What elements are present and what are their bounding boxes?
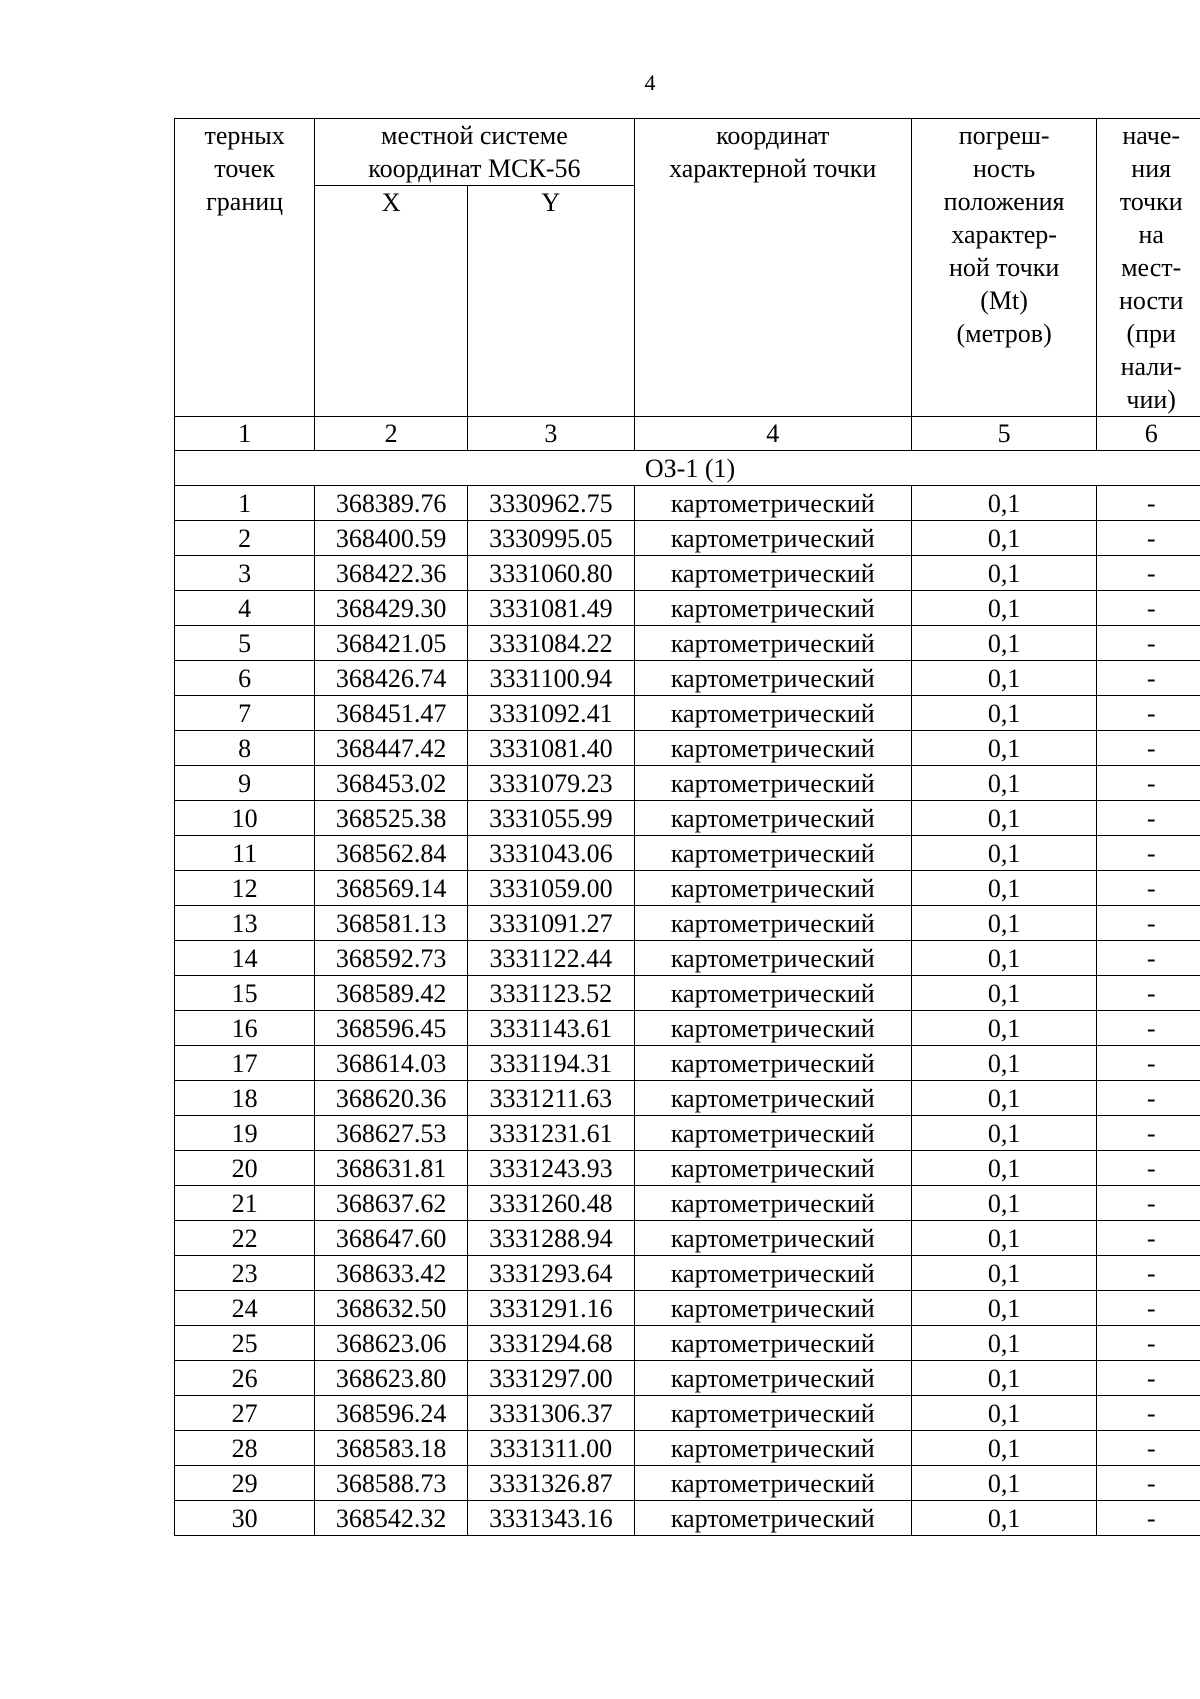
point-number-cell: 10: [175, 801, 315, 836]
y-coordinate-cell: 3331060.80: [468, 556, 635, 591]
method-cell: картометрический: [634, 1396, 911, 1431]
marking-cell: -: [1097, 1361, 1200, 1396]
x-coordinate-cell: 368632.50: [315, 1291, 468, 1326]
accuracy-cell: 0,1: [911, 1431, 1097, 1466]
table-row: [175, 591, 1200, 626]
accuracy-cell: 0,1: [911, 1221, 1097, 1256]
table-row: [175, 1326, 1200, 1361]
table-row: [175, 1396, 1200, 1431]
header-local-coordinate-system: местной системе координат МСК-56: [315, 119, 634, 186]
y-coordinate-cell: 3331123.52: [468, 976, 635, 1011]
method-cell: картометрический: [634, 1431, 911, 1466]
table-row: [175, 906, 1200, 941]
table-row: [175, 1081, 1200, 1116]
table-row: [175, 1256, 1200, 1291]
point-number-cell: 25: [175, 1326, 315, 1361]
header-point-number: терных точек границ: [175, 119, 315, 417]
marking-cell: -: [1097, 591, 1200, 626]
accuracy-cell: 0,1: [911, 521, 1097, 556]
x-coordinate-cell: 368588.73: [315, 1466, 468, 1501]
marking-cell: -: [1097, 1046, 1200, 1081]
x-coordinate-cell: 368581.13: [315, 906, 468, 941]
point-number-cell: 29: [175, 1466, 315, 1501]
point-number-cell: 5: [175, 626, 315, 661]
point-number-cell: 19: [175, 1116, 315, 1151]
method-cell: картометрический: [634, 731, 911, 766]
accuracy-cell: 0,1: [911, 556, 1097, 591]
accuracy-cell: 0,1: [911, 1081, 1097, 1116]
point-number-cell: 7: [175, 696, 315, 731]
method-cell: картометрический: [634, 1466, 911, 1501]
marking-cell: -: [1097, 486, 1200, 521]
point-number-cell: 6: [175, 661, 315, 696]
accuracy-cell: 0,1: [911, 1326, 1097, 1361]
table-row: [175, 801, 1200, 836]
x-coordinate-cell: 368637.62: [315, 1186, 468, 1221]
header-y: Y: [468, 186, 635, 417]
accuracy-cell: 0,1: [911, 801, 1097, 836]
marking-cell: -: [1097, 976, 1200, 1011]
accuracy-cell: 0,1: [911, 1186, 1097, 1221]
table-row: [175, 556, 1200, 591]
accuracy-cell: 0,1: [911, 871, 1097, 906]
x-coordinate-cell: 368453.02: [315, 766, 468, 801]
marking-cell: -: [1097, 1151, 1200, 1186]
y-coordinate-cell: 3331043.06: [468, 836, 635, 871]
marking-cell: -: [1097, 696, 1200, 731]
section-row: [175, 451, 1200, 486]
marking-cell: -: [1097, 836, 1200, 871]
marking-cell: -: [1097, 1291, 1200, 1326]
table-row: [175, 1186, 1200, 1221]
method-cell: картометрический: [634, 1151, 911, 1186]
accuracy-cell: 0,1: [911, 661, 1097, 696]
marking-cell: -: [1097, 941, 1200, 976]
marking-cell: -: [1097, 1256, 1200, 1291]
y-coordinate-cell: 3331311.00: [468, 1431, 635, 1466]
header-point-marking: наче- ния точки на мест- ности (при нали- чии): [1097, 119, 1200, 417]
marking-cell: -: [1097, 521, 1200, 556]
page-number: 4: [644, 70, 656, 95]
y-coordinate-cell: 3331291.16: [468, 1291, 635, 1326]
accuracy-cell: 0,1: [911, 1291, 1097, 1326]
point-number-cell: 16: [175, 1011, 315, 1046]
x-coordinate-cell: 368627.53: [315, 1116, 468, 1151]
header-coordinate-method: координат характерной точки: [634, 119, 911, 417]
x-coordinate-cell: 368389.76: [315, 486, 468, 521]
accuracy-cell: 0,1: [911, 1361, 1097, 1396]
marking-cell: -: [1097, 1501, 1200, 1536]
point-number-cell: 30: [175, 1501, 315, 1536]
x-coordinate-cell: 368620.36: [315, 1081, 468, 1116]
method-cell: картометрический: [634, 556, 911, 591]
accuracy-cell: 0,1: [911, 1396, 1097, 1431]
x-coordinate-cell: 368633.42: [315, 1256, 468, 1291]
point-number-cell: 4: [175, 591, 315, 626]
method-cell: картометрический: [634, 801, 911, 836]
header-row-top: [175, 119, 1200, 186]
x-coordinate-cell: 368542.32: [315, 1501, 468, 1536]
x-coordinate-cell: 368623.06: [315, 1326, 468, 1361]
accuracy-cell: 0,1: [911, 486, 1097, 521]
y-coordinate-cell: 3331293.64: [468, 1256, 635, 1291]
x-coordinate-cell: 368447.42: [315, 731, 468, 766]
table-row: [175, 1466, 1200, 1501]
marking-cell: -: [1097, 626, 1200, 661]
x-coordinate-cell: 368589.42: [315, 976, 468, 1011]
marking-cell: -: [1097, 1396, 1200, 1431]
y-coordinate-cell: 3331081.40: [468, 731, 635, 766]
accuracy-cell: 0,1: [911, 1466, 1097, 1501]
x-coordinate-cell: 368596.24: [315, 1396, 468, 1431]
table-row: [175, 1046, 1200, 1081]
y-coordinate-cell: 3331059.00: [468, 871, 635, 906]
y-coordinate-cell: 3331194.31: [468, 1046, 635, 1081]
point-number-cell: 8: [175, 731, 315, 766]
x-coordinate-cell: 368421.05: [315, 626, 468, 661]
y-coordinate-cell: 3331343.16: [468, 1501, 635, 1536]
y-coordinate-cell: 3331081.49: [468, 591, 635, 626]
point-number-cell: 18: [175, 1081, 315, 1116]
column-number: 6: [1097, 417, 1200, 451]
y-coordinate-cell: 3331294.68: [468, 1326, 635, 1361]
column-number: 2: [315, 417, 468, 451]
x-coordinate-cell: 368647.60: [315, 1221, 468, 1256]
method-cell: картометрический: [634, 1081, 911, 1116]
method-cell: картометрический: [634, 976, 911, 1011]
x-coordinate-cell: 368623.80: [315, 1361, 468, 1396]
method-cell: картометрический: [634, 941, 911, 976]
method-cell: картометрический: [634, 906, 911, 941]
accuracy-cell: 0,1: [911, 591, 1097, 626]
marking-cell: -: [1097, 1431, 1200, 1466]
column-number: 5: [911, 417, 1097, 451]
method-cell: картометрический: [634, 1256, 911, 1291]
accuracy-cell: 0,1: [911, 1501, 1097, 1536]
marking-cell: -: [1097, 661, 1200, 696]
column-number-row: [175, 417, 1200, 451]
point-number-cell: 24: [175, 1291, 315, 1326]
point-number-cell: 3: [175, 556, 315, 591]
y-coordinate-cell: 3331079.23: [468, 766, 635, 801]
table-row: [175, 1151, 1200, 1186]
y-coordinate-cell: 3331143.61: [468, 1011, 635, 1046]
accuracy-cell: 0,1: [911, 1011, 1097, 1046]
table-row: [175, 521, 1200, 556]
header-accuracy: погреш- ность положения характер- ной точки (Mt) (метров): [911, 119, 1097, 417]
point-number-cell: 26: [175, 1361, 315, 1396]
x-coordinate-cell: 368596.45: [315, 1011, 468, 1046]
x-coordinate-cell: 368429.30: [315, 591, 468, 626]
y-coordinate-cell: 3331091.27: [468, 906, 635, 941]
marking-cell: -: [1097, 556, 1200, 591]
y-coordinate-cell: 3331055.99: [468, 801, 635, 836]
x-coordinate-cell: 368592.73: [315, 941, 468, 976]
y-coordinate-cell: 3331122.44: [468, 941, 635, 976]
table-row: [175, 941, 1200, 976]
accuracy-cell: 0,1: [911, 976, 1097, 1011]
accuracy-cell: 0,1: [911, 1116, 1097, 1151]
table-row: [175, 1011, 1200, 1046]
coordinates-table-body: [175, 119, 1200, 1536]
point-number-cell: 17: [175, 1046, 315, 1081]
point-number-cell: 23: [175, 1256, 315, 1291]
marking-cell: -: [1097, 1081, 1200, 1116]
point-number-cell: 1: [175, 486, 315, 521]
x-coordinate-cell: 368426.74: [315, 661, 468, 696]
accuracy-cell: 0,1: [911, 836, 1097, 871]
section-title: ОЗ-1 (1): [175, 451, 1200, 486]
marking-cell: -: [1097, 731, 1200, 766]
table-row: [175, 696, 1200, 731]
table-row: [175, 1501, 1200, 1536]
point-number-cell: 2: [175, 521, 315, 556]
accuracy-cell: 0,1: [911, 906, 1097, 941]
point-number-cell: 14: [175, 941, 315, 976]
method-cell: картометрический: [634, 1501, 911, 1536]
method-cell: картометрический: [634, 766, 911, 801]
method-cell: картометрический: [634, 626, 911, 661]
table-row: [175, 1221, 1200, 1256]
y-coordinate-cell: 3331243.93: [468, 1151, 635, 1186]
point-number-cell: 20: [175, 1151, 315, 1186]
method-cell: картометрический: [634, 871, 911, 906]
accuracy-cell: 0,1: [911, 626, 1097, 661]
table-row: [175, 1116, 1200, 1151]
x-coordinate-cell: 368631.81: [315, 1151, 468, 1186]
method-cell: картометрический: [634, 661, 911, 696]
x-coordinate-cell: 368451.47: [315, 696, 468, 731]
point-number-cell: 22: [175, 1221, 315, 1256]
marking-cell: -: [1097, 1466, 1200, 1501]
point-number-cell: 27: [175, 1396, 315, 1431]
column-number: 1: [175, 417, 315, 451]
accuracy-cell: 0,1: [911, 696, 1097, 731]
x-coordinate-cell: 368583.18: [315, 1431, 468, 1466]
table-row: [175, 1431, 1200, 1466]
marking-cell: -: [1097, 1116, 1200, 1151]
x-coordinate-cell: 368422.36: [315, 556, 468, 591]
table-row: [175, 661, 1200, 696]
marking-cell: -: [1097, 906, 1200, 941]
table-row: [175, 486, 1200, 521]
marking-cell: -: [1097, 1326, 1200, 1361]
y-coordinate-cell: 3330995.05: [468, 521, 635, 556]
header-x: X: [315, 186, 468, 417]
table-row: [175, 1361, 1200, 1396]
point-number-cell: 9: [175, 766, 315, 801]
method-cell: картометрический: [634, 591, 911, 626]
method-cell: картометрический: [634, 521, 911, 556]
method-cell: картометрический: [634, 836, 911, 871]
y-coordinate-cell: 3331306.37: [468, 1396, 635, 1431]
y-coordinate-cell: 3331092.41: [468, 696, 635, 731]
point-number-cell: 28: [175, 1431, 315, 1466]
table-row: [175, 766, 1200, 801]
accuracy-cell: 0,1: [911, 1151, 1097, 1186]
method-cell: картометрический: [634, 1221, 911, 1256]
table-row: [175, 731, 1200, 766]
point-number-cell: 12: [175, 871, 315, 906]
table-row: [175, 1291, 1200, 1326]
marking-cell: -: [1097, 871, 1200, 906]
y-coordinate-cell: 3331288.94: [468, 1221, 635, 1256]
marking-cell: -: [1097, 766, 1200, 801]
accuracy-cell: 0,1: [911, 1256, 1097, 1291]
y-coordinate-cell: 3331297.00: [468, 1361, 635, 1396]
table-row: [175, 626, 1200, 661]
point-number-cell: 15: [175, 976, 315, 1011]
column-number: 4: [634, 417, 911, 451]
method-cell: картометрический: [634, 1046, 911, 1081]
method-cell: картометрический: [634, 1116, 911, 1151]
table-row: [175, 871, 1200, 906]
marking-cell: -: [1097, 1221, 1200, 1256]
column-number: 3: [468, 417, 635, 451]
method-cell: картометрический: [634, 1361, 911, 1396]
table-row: [175, 836, 1200, 871]
y-coordinate-cell: 3331326.87: [468, 1466, 635, 1501]
accuracy-cell: 0,1: [911, 731, 1097, 766]
point-number-cell: 21: [175, 1186, 315, 1221]
marking-cell: -: [1097, 1011, 1200, 1046]
y-coordinate-cell: 3331231.61: [468, 1116, 635, 1151]
y-coordinate-cell: 3330962.75: [468, 486, 635, 521]
marking-cell: -: [1097, 1186, 1200, 1221]
accuracy-cell: 0,1: [911, 1046, 1097, 1081]
x-coordinate-cell: 368525.38: [315, 801, 468, 836]
accuracy-cell: 0,1: [911, 766, 1097, 801]
x-coordinate-cell: 368569.14: [315, 871, 468, 906]
y-coordinate-cell: 3331084.22: [468, 626, 635, 661]
accuracy-cell: 0,1: [911, 941, 1097, 976]
x-coordinate-cell: 368614.03: [315, 1046, 468, 1081]
point-number-cell: 13: [175, 906, 315, 941]
method-cell: картометрический: [634, 696, 911, 731]
y-coordinate-cell: 3331211.63: [468, 1081, 635, 1116]
marking-cell: -: [1097, 801, 1200, 836]
point-number-cell: 11: [175, 836, 315, 871]
method-cell: картометрический: [634, 1011, 911, 1046]
x-coordinate-cell: 368400.59: [315, 521, 468, 556]
method-cell: картометрический: [634, 486, 911, 521]
coordinates-table: [174, 118, 1200, 1536]
method-cell: картометрический: [634, 1291, 911, 1326]
method-cell: картометрический: [634, 1326, 911, 1361]
y-coordinate-cell: 3331100.94: [468, 661, 635, 696]
table-row: [175, 976, 1200, 1011]
method-cell: картометрический: [634, 1186, 911, 1221]
x-coordinate-cell: 368562.84: [315, 836, 468, 871]
y-coordinate-cell: 3331260.48: [468, 1186, 635, 1221]
